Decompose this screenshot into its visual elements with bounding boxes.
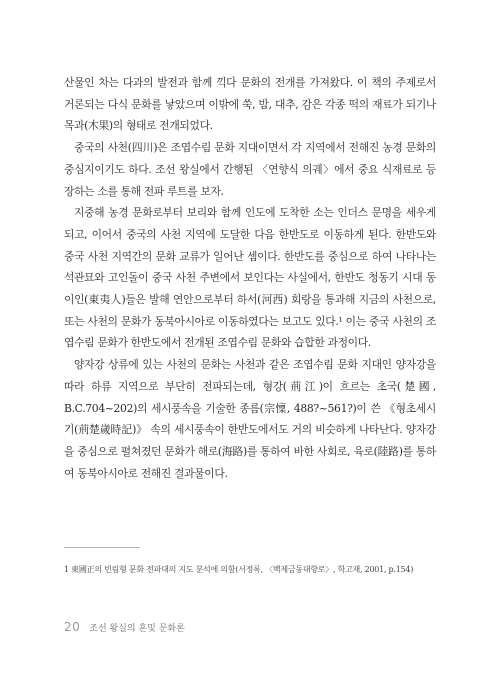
paragraph-3: 지중해 농경 문화로부터 보리와 함께 인도에 도착한 소는 인더스 문명을 세우게 되고, 이어서 중국의 사천 지역에 도달한 다음 한반도로 이동하게 된다. 한반도와 중국 사천 지역간의 문화 교류가 일어난 셈이다. 한반도를 중심으로 하여 나타나는 석관묘와 고인돌이 중국 사천 주변에서 보인다는 사실에서, 한반도 청동기 시대 동이인(東夷人)들은 발해 연안으로부터 하서(河西) 회랑을 통과해 지금의 사천으로, 또는 사천의 문화가 동북아시아로 이동하였다는 보고도 있다.¹ 이는 중국 사천의 조엽수림 문화가 한반도에서 전개된 조엽수림 문화와 습합한 과정이다. [64,206,436,350]
body-text [64,72,436,484]
page-footer [64,620,185,634]
footnote: 1 東國正의 빈림형 문화 전파대의 지도 분석에 의함(서정록, 〈백제금동대향로〉, 학고재, 2001, p.154) [64,565,414,574]
paragraph-4: 양자강 상류에 있는 사천의 문화는 사천과 같은 조엽수림 문화 지대인 양자강을 따라 하류 지역으로 부단히 전파되는데, 형강(荊江)이 흐르는 초국(楚國, B.C.704~202)의 세시풍속을 기술한 종름(宗懍, 488?~561?)이 쓴 《형초세시기(荊楚歲時記)》 속의 세시풍속이 한반도에서도 거의 비슷하게 나타난다. 양자강을 중심으로 펼쳐졌던 문화가 해로(海路)를 통하여 바한 사회로, 육로(陸路)를 통하여 동북아시아로 전해진 결과물이다. [64,358,436,480]
footnote-divider [64,547,140,548]
paragraph-1: 산물인 차는 다과의 발전과 함께 끽다 문화의 전개를 가져왔다. 이 책의 주제로서 거론되는 다식 문화를 낳았으며 이밖에 쑥, 밤, 대추, 감은 각종 떡의 재료가 되기나 목과(木果)의 형태로 전개되었다. [64,76,436,133]
paragraph-2: 중국의 사천(四川)은 조엽수림 문화 지대이면서 각 지역에서 전해진 농경 문화의 중심지이기도 하다. 조선 왕실에서 간행된 〈연향식 의궤〉에서 중요 식재료로 등장하는 소를 통해 전파 루트를 보자. [64,141,436,198]
running-title: 조선 왕실의 혼및 문화론 [89,624,185,634]
page-number: 20 [64,620,81,634]
